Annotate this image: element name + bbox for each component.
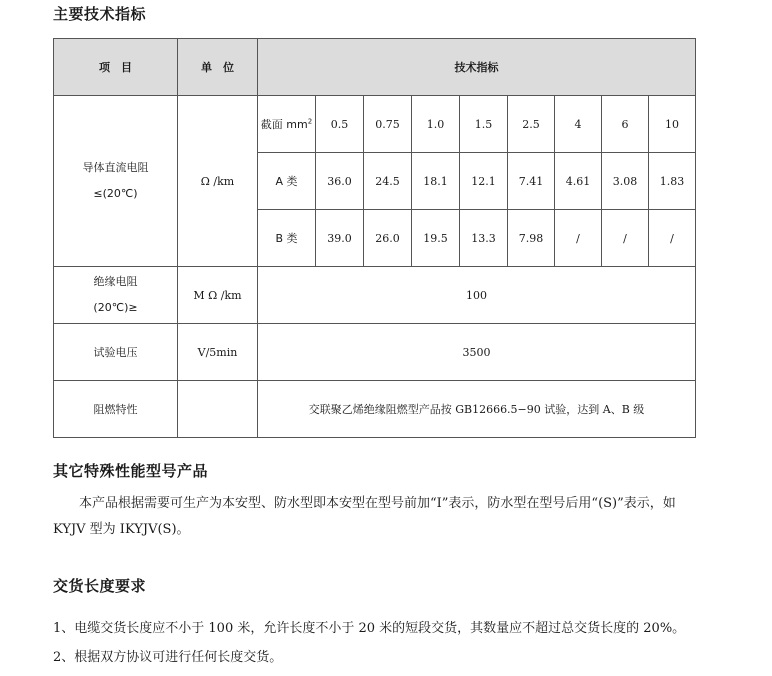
resistance-name: 导体直流电阻 ≤(20℃) — [54, 96, 178, 267]
delivery-item: 1、电缆交货长度应不小于 100 米，允许长度不小于 20 米的短段交货，其数量应不超过总交货长度的 20%。 — [53, 621, 686, 636]
voltage-value: 3500 — [258, 324, 696, 381]
insulation-name: 绝缘电阻 (20℃)≥ — [54, 267, 178, 324]
spec-table — [53, 38, 696, 438]
heading-other-products: 其它特殊性能型号产品 — [53, 462, 209, 480]
table-cell: 7.98 — [508, 210, 555, 267]
table-cell: 3.08 — [602, 153, 649, 210]
table-cell: 26.0 — [364, 210, 412, 267]
header-unit: 单 位 — [178, 39, 258, 96]
table-cell: 1.5 — [460, 96, 508, 153]
product-paragraph: 本产品根据需要可生产为本安型、防水型即本安型在型号前加“I”表示，防水型在型号后用“(S)”表示，如 KYJV 型为 IKYJV(S)。 — [53, 496, 676, 537]
table-cell: 7.41 — [508, 153, 555, 210]
header-spec: 技术指标 — [258, 39, 696, 96]
table-cell: 2.5 — [508, 96, 555, 153]
flame-value: 交联聚乙烯绝缘阻燃型产品按 GB12666.5−90 试验，达到 A、B 级 — [258, 381, 696, 438]
delivery-item: 2、根据双方协议可进行任何长度交货。 — [53, 650, 283, 665]
table-cell: 4 — [555, 96, 602, 153]
insulation-value: 100 — [258, 267, 696, 324]
table-row — [54, 381, 696, 438]
heading-main-specs: 主要技术指标 — [53, 5, 147, 23]
table-row — [54, 96, 696, 153]
voltage-unit: V/5min — [178, 324, 258, 381]
table-cell: 12.1 — [460, 153, 508, 210]
table-cell: 18.1 — [412, 153, 460, 210]
table-cell: 19.5 — [412, 210, 460, 267]
table-cell: / — [649, 210, 696, 267]
table-cell: 24.5 — [364, 153, 412, 210]
heading-delivery: 交货长度要求 — [53, 577, 147, 595]
flame-name: 阻燃特性 — [54, 381, 178, 438]
row-label-class-b: B 类 — [258, 210, 316, 267]
table-cell: / — [602, 210, 649, 267]
table-cell: 0.75 — [364, 96, 412, 153]
row-label-class-a: A 类 — [258, 153, 316, 210]
flame-unit — [178, 381, 258, 438]
row-label-section: 截面 $mm^2$ — [258, 96, 316, 153]
table-cell: 6 — [602, 96, 649, 153]
table-cell: 4.61 — [555, 153, 602, 210]
table-cell: 36.0 — [316, 153, 364, 210]
table-cell: / — [555, 210, 602, 267]
resistance-unit: Ω /km — [178, 96, 258, 267]
insulation-unit: M Ω /km — [178, 267, 258, 324]
voltage-name: 试验电压 — [54, 324, 178, 381]
table-cell: 10 — [649, 96, 696, 153]
header-item: 项 目 — [54, 39, 178, 96]
table-row — [54, 324, 696, 381]
table-cell: 39.0 — [316, 210, 364, 267]
table-cell: 1.83 — [649, 153, 696, 210]
table-cell: 13.3 — [460, 210, 508, 267]
table-cell: 0.5 — [316, 96, 364, 153]
table-header-row — [54, 39, 696, 96]
table-cell: 1.0 — [412, 96, 460, 153]
table-row — [54, 267, 696, 324]
